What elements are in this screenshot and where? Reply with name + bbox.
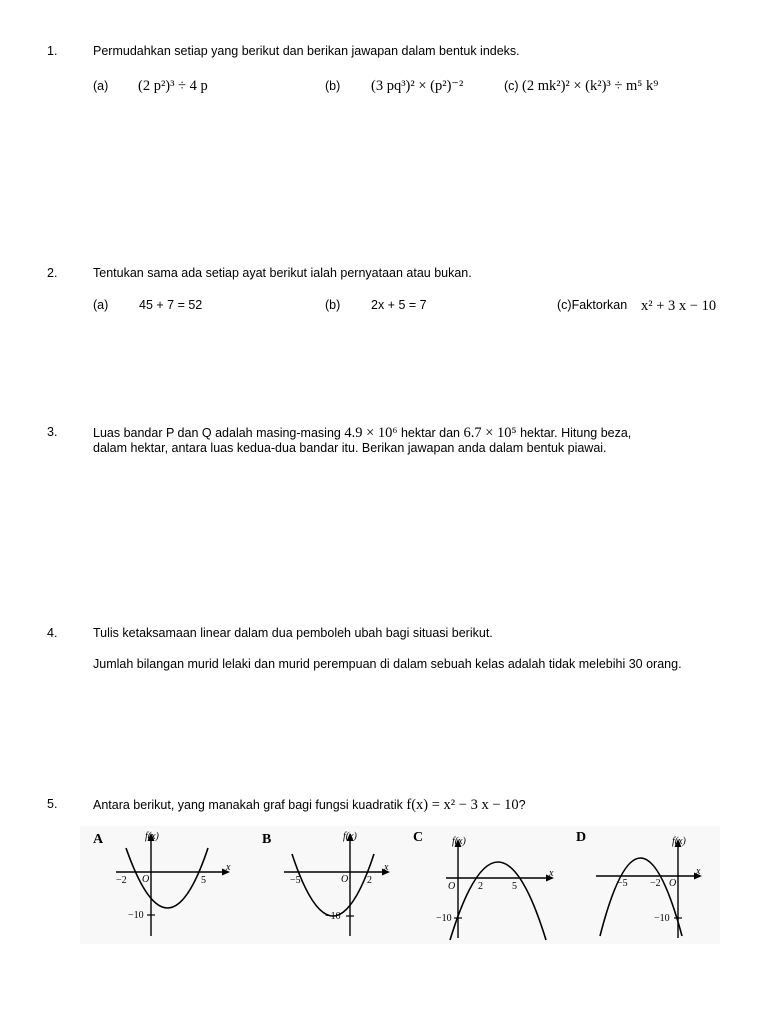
origin-label: O [669,878,677,889]
root-right-label: 5 [512,881,517,892]
x-axis-label: x [384,862,389,873]
q3-value-q: 6.7 × 10⁵ [463,425,517,441]
q2b-label: (b) [325,298,341,312]
x-axis-label: x [696,866,701,877]
y-axis-label: f(x) [145,831,159,842]
root-right-label: 5 [201,875,206,886]
q2c-label: (c)Faktorkan [557,298,628,312]
origin-label: O [448,881,456,892]
q1a-label: (a) [93,79,109,93]
q5-function: f(x) = x² − 3 x − 10 [406,797,519,813]
root-left-label: −5 [617,878,628,889]
q1b-expression: (3 pq³)² × (p²)⁻² [371,78,464,94]
parabola [450,862,546,940]
option-a-label: A [93,832,104,847]
q5-text-after: ? [518,798,526,812]
option-b-label: B [262,832,272,847]
x-axis-label: x [226,862,231,873]
q1-number: 1. [47,44,58,58]
q1-text: Permudahkan setiap yang berikut dan berikan jawapan dalam bentuk indeks. [93,44,520,58]
parabola [292,854,374,916]
root-right-label: 2 [367,875,372,886]
q3-value-p: 4.9 × 10⁶ [344,425,398,441]
q2a-label: (a) [93,298,109,312]
q3-text-before: Luas bandar P dan Q adalah masing-masing [93,426,341,440]
root-left-label: 2 [478,881,483,892]
origin-label: O [341,874,349,885]
parabola [600,858,682,936]
x-axis-label: x [549,868,554,879]
y-axis-label: f(x) [452,836,466,847]
y-axis-label: f(x) [343,831,357,842]
q3-line1 [93,425,631,442]
intercept-label: −10 [325,911,341,922]
graph-option-b [278,828,398,944]
q5-text-before: Antara berikut, yang manakah graf bagi fungsi kuadratik [93,798,403,812]
q5-number: 5. [47,797,58,811]
q3-text-after: hektar. Hitung beza, [520,426,632,440]
q2a-expression: 45 + 7 = 52 [139,298,203,312]
q1c-expression: (2 mk²)² × (k²)³ ÷ m⁵ k⁹ [522,78,659,94]
option-d-label: D [576,830,587,845]
q3-number: 3. [47,425,58,439]
root-left-label: −5 [290,875,301,886]
q4-text: Tulis ketaksamaan linear dalam dua pemboleh ubah bagi situasi berikut. [93,626,493,640]
q3-line2: dalam hektar, antara luas kedua-dua bandar itu. Berikan jawapan anda dalam bentuk piawai. [93,441,607,455]
q3-text-mid: hektar dan [400,426,461,440]
intercept-label: −10 [436,913,452,924]
q2c-expression: x² + 3 x − 10 [641,298,717,314]
q4-situation: Jumlah bilangan murid lelaki dan murid perempuan di dalam sebuah kelas adalah tidak melebihi 30 orang. [93,657,682,671]
q2-text: Tentukan sama ada setiap ayat berikut ialah pernyataan atau bukan. [93,266,472,280]
option-c-label: C [413,830,424,845]
q4-number: 4. [47,626,58,640]
graph-option-c [432,828,562,944]
intercept-label: −10 [654,913,670,924]
y-axis-label: f(x) [672,836,686,847]
q2-number: 2. [47,266,58,280]
q1b-label: (b) [325,79,341,93]
origin-label: O [142,874,150,885]
root-right-label: −2 [650,878,661,889]
graph-option-a [108,828,238,944]
parabola [126,848,208,908]
root-left-label: −2 [116,875,127,886]
q2b-expression: 2x + 5 = 7 [371,298,427,312]
graph-option-d [592,828,716,944]
q1a-expression: (2 p²)³ ÷ 4 p [138,78,208,94]
intercept-label: −10 [128,910,144,921]
q5-line [93,797,526,814]
q1c-label: (c) [504,79,519,93]
